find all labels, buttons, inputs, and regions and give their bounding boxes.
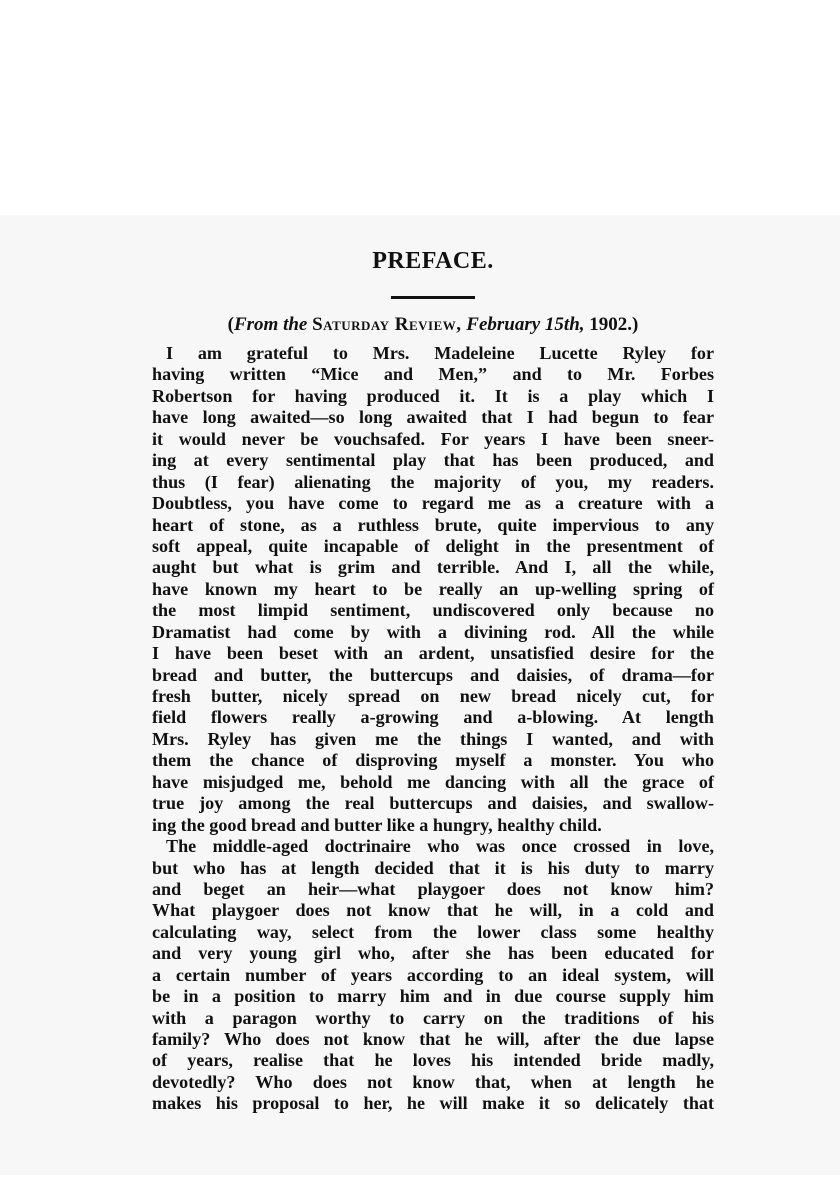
text-line: The middle-aged doctrinaire who was once crossed in love,	[166, 836, 714, 857]
document-page	[152, 246, 714, 1115]
text-line: bread and butter, the buttercups and daisies, of drama—for	[152, 664, 714, 685]
page-title: PREFACE.	[372, 248, 494, 274]
source-citation	[152, 313, 714, 337]
text-line: true joy among the real buttercups and daisies, and swallow-	[152, 793, 714, 814]
citation-open-paren: (	[227, 314, 234, 335]
text-line: them the chance of disproving myself a monster. You who	[152, 750, 714, 771]
text-line: the most limpid sentiment, undiscovered only because no	[152, 600, 714, 621]
text-line: I am grateful to Mrs. Madeleine Lucette Ryley for	[166, 343, 714, 363]
text-line: and very young girl who, after she has been educated for	[152, 943, 714, 964]
text-line: a certain number of years according to an ideal system, will	[152, 964, 714, 985]
text-line: ing at every sentimental play that has been produced, and	[152, 450, 714, 471]
text-line: Mrs. Ryley has given me the things I wanted, and with	[152, 728, 714, 749]
text-line: ing the good bread and butter like a hungry, healthy child.	[152, 814, 602, 835]
text-line: What playgoer does not know that he will, in a cold and	[152, 900, 714, 921]
citation-date: February 15th,	[466, 314, 585, 335]
paragraph-2	[152, 836, 714, 1115]
text-line: of years, realise that he loves his intended bride madly,	[152, 1050, 714, 1071]
text-line: devotedly? Who does not know that, when at length he	[152, 1071, 714, 1092]
text-line: family? Who does not know that he will, after the due lapse	[152, 1029, 714, 1049]
text-line: soft appeal, quite incapable of delight in the presentment of	[152, 535, 714, 556]
text-line: heart of stone, as a ruthless brute, quite impervious to any	[152, 514, 714, 535]
text-line: and beget an heir—what playgoer does not know him?	[152, 878, 714, 899]
text-line: Dramatist had come by with a divining rod. All the while	[152, 621, 714, 642]
text-line: have misjudged me, behold me dancing with all the grace of	[152, 771, 714, 792]
paragraph-1	[152, 343, 714, 836]
text-line: I have been beset with an ardent, unsatisfied desire for the	[152, 643, 714, 664]
text-line: field flowers really a-growing and a-blowing. At length	[152, 707, 714, 728]
title-rule	[391, 296, 475, 299]
text-line: aught but what is grim and terrible. And I, all the while,	[152, 557, 714, 578]
text-line: but who has at length decided that it is his duty to marry	[152, 857, 714, 878]
text-line: having written “Mice and Men,” and to Mr. Forbes	[152, 364, 714, 385]
text-line: have long awaited—so long awaited that I had begun to fear	[152, 407, 714, 428]
text-line: it would never be vouchsafed. For years I have been sneer-	[152, 428, 714, 449]
text-line: have known my heart to be really an up-welling spring of	[152, 578, 714, 599]
citation-publication: Saturday Review,	[312, 314, 462, 335]
text-line: Robertson for having produced it. It is a play which I	[152, 385, 714, 406]
text-line: Doubtless, you have come to regard me as a creature with a	[152, 493, 714, 514]
text-line: with a paragon worthy to carry on the traditions of his	[152, 1007, 714, 1028]
text-line: calculating way, select from the lower class some healthy	[152, 921, 714, 942]
text-line: thus (I fear) alienating the majority of you, my readers.	[152, 471, 714, 492]
citation-from: From the	[233, 314, 308, 335]
text-line: fresh butter, nicely spread on new bread nicely cut, for	[152, 686, 714, 706]
text-line: makes his proposal to her, he will make it so delicately that	[152, 1093, 714, 1114]
citation-year: 1902.)	[589, 314, 639, 335]
text-line: be in a position to marry him and in due course supply him	[152, 986, 714, 1007]
